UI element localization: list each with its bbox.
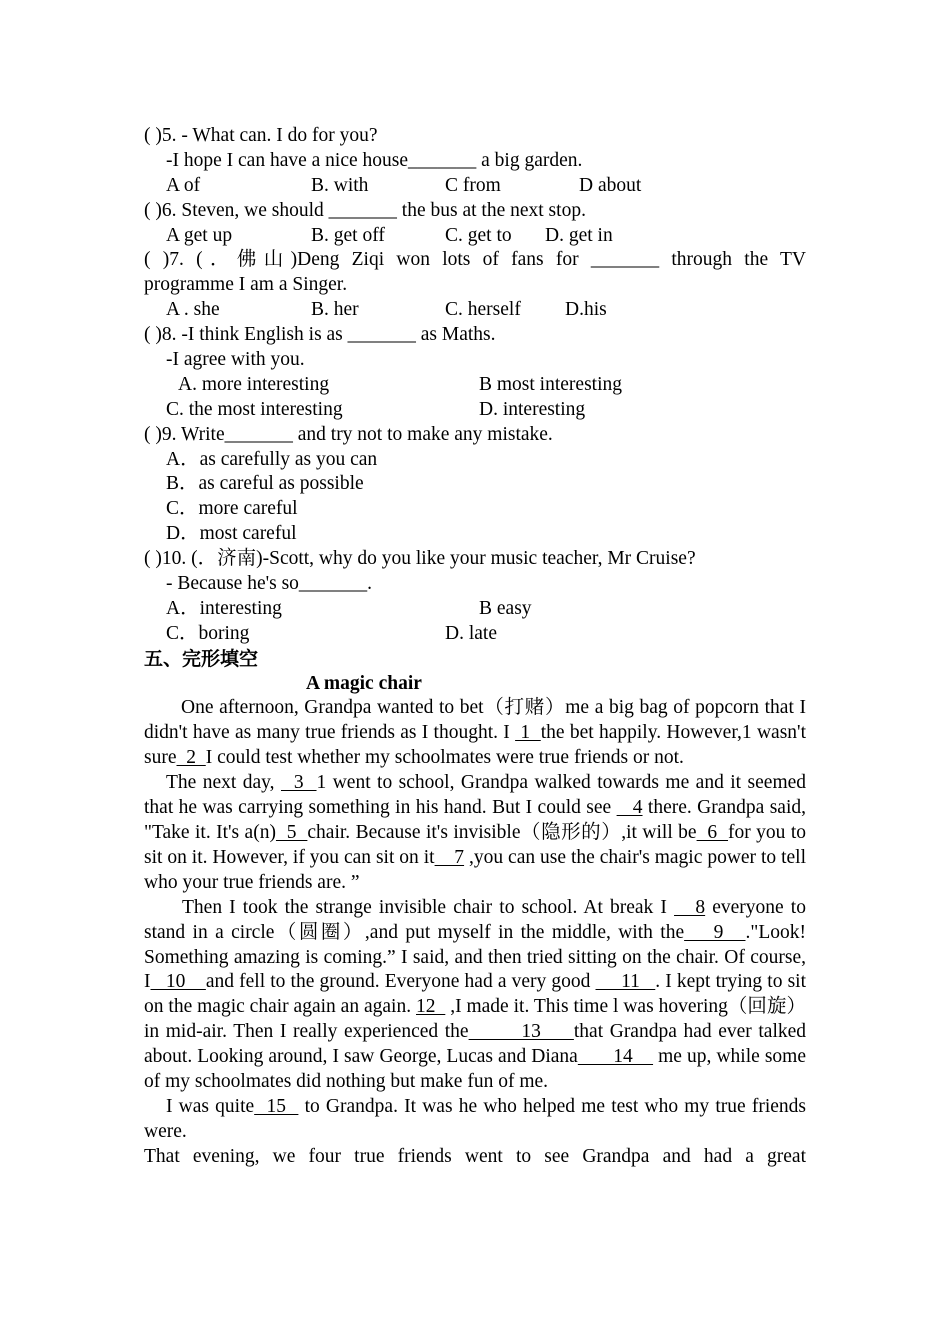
section-heading: 五、完形填空: [144, 647, 259, 670]
option-c: C. herself: [445, 299, 521, 321]
question-10-options-row-1: [144, 597, 806, 622]
passage-paragraph-4: I was quite 15 to Grandpa. It was he who helped me test who my true friends were.: [144, 1095, 807, 1142]
passage-paragraph-2: The next day, 3 1 went to school, Grandpa walked towards me and it seemed that he was carrying something in his hand. But I could see 4 there. Grandpa said, "Take it. It's a(n) 5 chair. Because it's invisible（隐形的）,it will be 6 for you to sit on it. However, if you can sit on it 7 ,you can use the chair's magic power to tell who your true friends are. ”: [144, 772, 807, 893]
question-9-stem: ( )9. Write_______ and try not to make any mistake.: [144, 423, 553, 445]
blank-4: 4: [616, 797, 643, 819]
option-b: B. her: [311, 299, 359, 321]
option-b: B most interesting: [479, 373, 622, 395]
blank-12: 12: [416, 996, 446, 1018]
option-d: D. get in: [545, 224, 613, 246]
question-8-stem: ( )8. -I think English is as _______ as Maths.: [144, 324, 496, 346]
option-d: D.his: [565, 299, 607, 321]
option-a: A．interesting: [166, 597, 282, 619]
option-a: A . she: [166, 299, 220, 321]
option-d: D about: [579, 174, 642, 196]
blank-14: 14: [577, 1046, 654, 1068]
question-5-options: [144, 174, 806, 199]
question-8-stem-2: -I agree with you.: [166, 349, 305, 371]
option-c: C．more careful: [166, 498, 298, 520]
question-10-stem-2: - Because he's so_______.: [166, 573, 373, 595]
blank-2: 2: [176, 747, 206, 769]
option-b: B. get off: [311, 224, 385, 246]
blank-10: 10: [150, 971, 206, 993]
blank-7: 7: [434, 846, 465, 868]
option-b: B．as careful as possible: [166, 473, 364, 495]
question-10-stem: ( )10. (．济南)-Scott, why do you like your music teacher, Mr Cruise?: [144, 548, 696, 570]
option-a: A of: [166, 174, 201, 196]
blank-9: 9: [684, 921, 746, 943]
blank-3: 3: [280, 772, 317, 794]
option-a: A get up: [166, 224, 233, 246]
option-a: A. more interesting: [178, 373, 330, 395]
option-c: C. the most interesting: [166, 398, 343, 420]
blank-13: 13: [468, 1021, 574, 1043]
option-d: D．most careful: [166, 523, 297, 545]
blank-6: 6: [696, 822, 729, 844]
passage-paragraph-1: One afternoon, Grandpa wanted to bet（打赌）me a big bag of popcorn that I didn't have as many true friends as I thought. I 1 the bet happily. However,1 wasn't sure 2 I could test whether my schoolmates were true friends or not.: [144, 697, 806, 769]
question-10-options-row-2: [144, 622, 806, 647]
question-8-options-row-2: [144, 398, 806, 423]
question-5-stem-2: -I hope I can have a nice house_______ a big garden.: [166, 149, 583, 171]
blank-15: 15: [254, 1095, 299, 1117]
question-7-stem-cont: programme I am a Singer.: [144, 274, 348, 296]
blank-5: 5: [275, 822, 308, 844]
question-6-stem: ( )6. Steven, we should _______ the bus at the next stop.: [144, 199, 586, 221]
question-6-options: [144, 224, 806, 249]
passage-paragraph-3: Then I took the strange invisible chair to school. At break I 8 everyone to stand in a circle（圆圈）,and put myself in the middle, with the 9 ."Look! Something amazing is coming.” I said, and then tried sitting on the chair. Of course, I 10 and fell to the ground. Everyone had a very good 11 . I kept trying to sit on the magic chair again an again. 12 ,I made it. This time l was hovering（回旋）in mid-air. Then I really experienced the 13 that Grandpa had ever talked about. Looking around, I saw George, Lucas and Diana 14 me up, while some of my schoolmates did nothing but make fun of me.: [144, 896, 807, 1093]
question-5-stem: ( )5. - What can. I do for you?: [144, 125, 378, 146]
option-c: C. get to: [445, 224, 512, 246]
blank-11: 11: [595, 971, 656, 993]
passage-title: A magic chair: [306, 672, 422, 694]
blank-1: 1: [515, 722, 541, 744]
worksheet-content: [144, 124, 806, 1170]
option-d: D. interesting: [479, 398, 586, 420]
passage-paragraph-5: That evening, we four true friends went to see Grandpa and had a great: [144, 1145, 806, 1167]
option-b: B easy: [479, 597, 532, 619]
question-7-stem: ( )7. (．佛山)Deng Ziqi won lots of fans for _______ through the TV: [144, 249, 806, 271]
option-c: C．boring: [166, 622, 250, 644]
option-b: B. with: [311, 174, 369, 196]
question-7-options: [144, 298, 806, 323]
question-8-options-row-1: [144, 373, 806, 398]
option-d: D. late: [445, 622, 497, 644]
option-c: C from: [445, 174, 501, 196]
blank-8: 8: [674, 896, 706, 918]
option-a: A．as carefully as you can: [166, 448, 378, 470]
